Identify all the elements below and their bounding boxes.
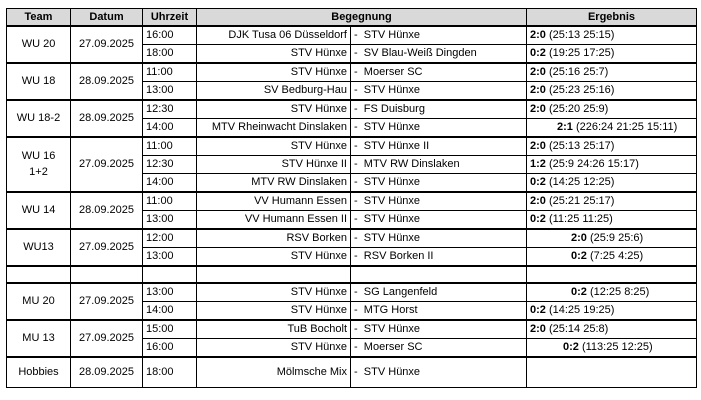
schedule-table bbox=[6, 8, 697, 388]
team-cell: Hobbies bbox=[7, 357, 71, 387]
away-team bbox=[351, 174, 527, 193]
result-cell bbox=[527, 211, 697, 230]
home-team: DJK Tusa 06 Düsseldorf bbox=[197, 26, 351, 45]
time-cell: 11:00 bbox=[143, 192, 197, 211]
table-row bbox=[7, 320, 697, 339]
separator: - bbox=[354, 176, 358, 188]
time-cell: 14:00 bbox=[143, 302, 197, 321]
home-team: STV Hünxe bbox=[197, 283, 351, 302]
team-cell: WU 18-2 bbox=[7, 100, 71, 137]
table-row bbox=[7, 283, 697, 302]
home-team: STV Hünxe bbox=[197, 45, 351, 64]
set-scores: (14:25 12:25) bbox=[548, 176, 615, 188]
separator: - bbox=[354, 158, 358, 170]
team-cell bbox=[7, 137, 71, 192]
away-team bbox=[351, 229, 527, 248]
score: 2:0 bbox=[530, 29, 546, 41]
away-team bbox=[351, 26, 527, 45]
time-cell: 14:00 bbox=[143, 119, 197, 138]
score: 2:0 bbox=[530, 140, 546, 152]
away-team bbox=[351, 137, 527, 156]
set-scores: (25:20 25:9) bbox=[548, 103, 609, 115]
header-time: Uhrzeit bbox=[143, 9, 197, 27]
home-team: SV Bedburg-Hau bbox=[197, 82, 351, 101]
date-cell: 27.09.2025 bbox=[71, 26, 143, 63]
set-scores: (25:14 25:8) bbox=[548, 323, 609, 335]
away-team-name: STV Hünxe bbox=[363, 176, 421, 188]
header-row bbox=[7, 9, 697, 27]
time-cell: 18:00 bbox=[143, 357, 197, 387]
away-team-name: RSV Borken II bbox=[363, 250, 434, 262]
away-team-name: STV Hünxe bbox=[363, 84, 421, 96]
home-team: STV Hünxe bbox=[197, 339, 351, 358]
home-team: STV Hünxe II bbox=[197, 156, 351, 174]
time-cell: 13:00 bbox=[143, 211, 197, 230]
result-cell bbox=[527, 229, 697, 248]
score: 0:2 bbox=[530, 213, 546, 225]
team-suffix: 1+2 bbox=[29, 166, 48, 178]
result-cell bbox=[527, 82, 697, 101]
home-team: STV Hünxe bbox=[197, 248, 351, 267]
result-cell bbox=[527, 192, 697, 211]
result-cell bbox=[527, 119, 697, 138]
table-row bbox=[7, 192, 697, 211]
away-team bbox=[351, 100, 527, 119]
score: 2:0 bbox=[571, 232, 587, 244]
separator: - bbox=[354, 66, 358, 78]
score: 0:2 bbox=[530, 176, 546, 188]
home-team: TuB Bocholt bbox=[197, 320, 351, 339]
time-cell: 12:00 bbox=[143, 229, 197, 248]
separator: - bbox=[354, 250, 358, 262]
home-team: RSV Borken bbox=[197, 229, 351, 248]
score: 2:0 bbox=[530, 84, 546, 96]
header-match: Begegnung bbox=[197, 9, 527, 27]
time-cell: 12:30 bbox=[143, 100, 197, 119]
separator: - bbox=[354, 213, 358, 225]
time-cell: 16:00 bbox=[143, 339, 197, 358]
header-result: Ergebnis bbox=[527, 9, 697, 27]
set-scores: (25:16 25:7) bbox=[548, 66, 609, 78]
away-team-name: SV Blau-Weiß Dingden bbox=[363, 47, 477, 59]
set-scores: (25:9 25:6) bbox=[589, 232, 644, 244]
away-team bbox=[351, 248, 527, 267]
away-team-name: STV Hünxe bbox=[363, 232, 421, 244]
table-row bbox=[7, 357, 697, 387]
separator: - bbox=[354, 47, 358, 59]
team-cell: WU 20 bbox=[7, 26, 71, 63]
separator: - bbox=[354, 286, 358, 298]
home-team: STV Hünxe bbox=[197, 302, 351, 321]
home-team: MTV Rheinwacht Dinslaken bbox=[197, 119, 351, 138]
away-team-name: STV Hünxe II bbox=[363, 140, 430, 152]
away-team bbox=[351, 45, 527, 64]
away-team-name: FS Duisburg bbox=[363, 103, 425, 115]
away-team bbox=[351, 156, 527, 174]
result-cell bbox=[527, 137, 697, 156]
table-row bbox=[7, 26, 697, 45]
away-team-name: STV Hünxe bbox=[363, 195, 421, 207]
result-cell bbox=[527, 156, 697, 174]
empty-cell bbox=[351, 266, 527, 283]
away-team-name: MTG Horst bbox=[363, 304, 418, 316]
away-team bbox=[351, 63, 527, 82]
away-team-name: STV Hünxe bbox=[363, 121, 421, 133]
empty-cell bbox=[7, 266, 71, 283]
score: 2:0 bbox=[530, 103, 546, 115]
away-team-name: STV Hünxe bbox=[363, 213, 421, 225]
separator: - bbox=[354, 121, 358, 133]
separator: - bbox=[354, 84, 358, 96]
separator: - bbox=[354, 304, 358, 316]
time-cell: 11:00 bbox=[143, 137, 197, 156]
set-scores: (11:25 11:25) bbox=[548, 213, 613, 225]
separator: - bbox=[354, 140, 358, 152]
date-cell: 28.09.2025 bbox=[71, 100, 143, 137]
result-cell bbox=[527, 320, 697, 339]
separator: - bbox=[354, 341, 358, 353]
result-cell bbox=[527, 339, 697, 358]
set-scores: (7:25 4:25) bbox=[589, 250, 644, 262]
away-team bbox=[351, 192, 527, 211]
result-cell bbox=[527, 26, 697, 45]
score: 0:2 bbox=[530, 304, 546, 316]
time-cell: 14:00 bbox=[143, 174, 197, 193]
result-cell bbox=[527, 283, 697, 302]
header-team: Team bbox=[7, 9, 71, 27]
time-cell: 13:00 bbox=[143, 248, 197, 267]
score: 2:1 bbox=[557, 121, 573, 133]
result-cell bbox=[527, 174, 697, 193]
score: 2:0 bbox=[530, 323, 546, 335]
empty-cell bbox=[197, 266, 351, 283]
away-team bbox=[351, 357, 527, 387]
result-cell bbox=[527, 45, 697, 64]
score: 0:2 bbox=[563, 341, 579, 353]
team-cell: MU 20 bbox=[7, 283, 71, 320]
separator: - bbox=[354, 103, 358, 115]
home-team: VV Humann Essen bbox=[197, 192, 351, 211]
result-cell bbox=[527, 100, 697, 119]
set-scores: (12:25 8:25) bbox=[589, 286, 650, 298]
team-cell: WU 18 bbox=[7, 63, 71, 100]
score: 2:0 bbox=[530, 66, 546, 78]
set-scores: (19:25 17:25) bbox=[548, 47, 615, 59]
date-cell: 27.09.2025 bbox=[71, 283, 143, 320]
away-team-name: SG Langenfeld bbox=[363, 286, 438, 298]
date-cell: 27.09.2025 bbox=[71, 229, 143, 266]
set-scores: (113:25 12:25) bbox=[581, 341, 653, 353]
set-scores: (25:9 24:26 15:17) bbox=[548, 158, 639, 170]
result-cell bbox=[527, 63, 697, 82]
separator: - bbox=[354, 232, 358, 244]
separator: - bbox=[354, 195, 358, 207]
away-team bbox=[351, 119, 527, 138]
empty-cell bbox=[527, 266, 697, 283]
date-cell: 28.09.2025 bbox=[71, 63, 143, 100]
away-team bbox=[351, 82, 527, 101]
empty-cell bbox=[71, 266, 143, 283]
home-team: STV Hünxe bbox=[197, 100, 351, 119]
set-scores: (25:13 25:15) bbox=[548, 29, 615, 41]
home-team: STV Hünxe bbox=[197, 63, 351, 82]
result-cell bbox=[527, 357, 697, 387]
table-row bbox=[7, 137, 697, 156]
team-name: WU 16 bbox=[21, 150, 56, 162]
time-cell: 16:00 bbox=[143, 26, 197, 45]
away-team-name: STV Hünxe bbox=[363, 323, 421, 335]
empty-row bbox=[7, 266, 697, 283]
home-team: VV Humann Essen II bbox=[197, 211, 351, 230]
table-row bbox=[7, 100, 697, 119]
away-team-name: Moerser SC bbox=[363, 66, 423, 78]
away-team-name: STV Hünxe bbox=[363, 29, 421, 41]
set-scores: (25:13 25:17) bbox=[548, 140, 615, 152]
away-team bbox=[351, 283, 527, 302]
time-cell: 12:30 bbox=[143, 156, 197, 174]
date-cell: 27.09.2025 bbox=[71, 320, 143, 357]
empty-cell bbox=[143, 266, 197, 283]
time-cell: 11:00 bbox=[143, 63, 197, 82]
date-cell: 28.09.2025 bbox=[71, 357, 143, 387]
set-scores: (25:23 25:16) bbox=[548, 84, 615, 96]
team-cell: MU 13 bbox=[7, 320, 71, 357]
set-scores: (226:24 21:25 15:11) bbox=[575, 121, 678, 133]
away-team bbox=[351, 320, 527, 339]
date-cell: 28.09.2025 bbox=[71, 192, 143, 229]
score: 0:2 bbox=[571, 286, 587, 298]
separator: - bbox=[354, 323, 358, 335]
set-scores: (14:25 19:25) bbox=[548, 304, 615, 316]
date-cell: 27.09.2025 bbox=[71, 137, 143, 192]
away-team-name: MTV RW Dinslaken bbox=[363, 158, 460, 170]
time-cell: 15:00 bbox=[143, 320, 197, 339]
time-cell: 13:00 bbox=[143, 283, 197, 302]
score: 0:2 bbox=[571, 250, 587, 262]
set-scores: (25:21 25:17) bbox=[548, 195, 615, 207]
result-cell bbox=[527, 302, 697, 321]
result-cell bbox=[527, 248, 697, 267]
score: 2:0 bbox=[530, 195, 546, 207]
time-cell: 13:00 bbox=[143, 82, 197, 101]
home-team: MTV RW Dinslaken bbox=[197, 174, 351, 193]
away-team bbox=[351, 302, 527, 321]
header-date: Datum bbox=[71, 9, 143, 27]
home-team: Mölmsche Mix bbox=[197, 357, 351, 387]
table-row bbox=[7, 63, 697, 82]
score: 1:2 bbox=[530, 158, 546, 170]
team-cell: WU 14 bbox=[7, 192, 71, 229]
separator: - bbox=[354, 365, 358, 378]
home-team: STV Hünxe bbox=[197, 137, 351, 156]
away-team bbox=[351, 339, 527, 358]
time-cell: 18:00 bbox=[143, 45, 197, 64]
away-team-name: Moerser SC bbox=[363, 341, 423, 353]
table-row bbox=[7, 229, 697, 248]
team-cell: WU13 bbox=[7, 229, 71, 266]
score: 0:2 bbox=[530, 47, 546, 59]
separator: - bbox=[354, 29, 358, 41]
away-team-name: STV Hünxe bbox=[363, 365, 421, 378]
away-team bbox=[351, 211, 527, 230]
